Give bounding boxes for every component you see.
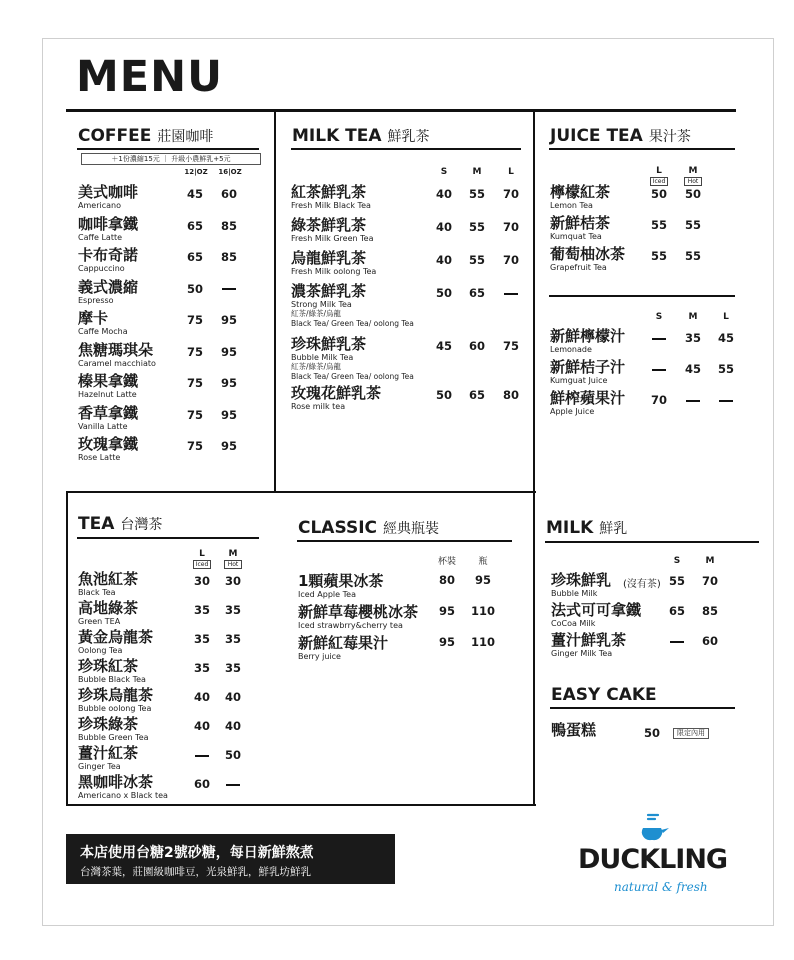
price-s: 45 (435, 339, 452, 353)
price-m: 35 (224, 603, 241, 617)
price-m: 35 (224, 661, 241, 675)
duck-logo-icon (637, 812, 673, 846)
menu-item (550, 328, 625, 354)
menu-item (78, 342, 156, 368)
dash-mark (670, 641, 684, 643)
menu-item (551, 632, 626, 658)
menu-item-cake: 鴨蛋糕 (551, 721, 597, 739)
price-p1: 65 (186, 218, 203, 233)
item-name-en: Fresh Milk Green Tea (291, 234, 374, 243)
price-l: 70 (502, 220, 519, 234)
menu-item (291, 336, 414, 382)
price-s: 65 (668, 604, 685, 618)
item-variants-en: Black Tea/ Green Tea/ oolong Tea (291, 372, 414, 381)
price-l: 80 (502, 388, 519, 402)
divider (274, 110, 276, 493)
price-m: 40 (224, 719, 241, 733)
price-p2: 95 (220, 313, 237, 327)
item-name-en: Bubble Milk Tea (291, 353, 354, 362)
col-s: S (440, 167, 448, 177)
cake-heading: EASY CAKE (551, 685, 657, 705)
item-name-en: Vanilla Latte (78, 421, 128, 431)
item-name: 1顆蘋果冰茶 (298, 572, 384, 590)
menu-item (78, 571, 138, 597)
price-m: 35 (684, 331, 701, 345)
item-name: 卡布奇諾 (78, 246, 139, 264)
item-name-en: Ginger Tea (78, 762, 121, 771)
item-name: 烏龍鮮乳茶 (291, 249, 367, 267)
price-p1: 75 (186, 313, 203, 327)
item-name: 珍珠綠茶 (78, 715, 139, 733)
menu-item (291, 217, 373, 243)
item-name: 法式可可拿鐵 (551, 601, 642, 619)
milk-heading: MILK 鮮乳 (546, 518, 628, 538)
brand-logo: DUCKLING (578, 844, 728, 875)
item-name-en: Oolong Tea (78, 646, 123, 655)
item-name-en: Black Tea (78, 588, 116, 597)
dine-in-only-tag: 限定內用 (673, 728, 709, 739)
dash-mark (195, 755, 209, 757)
price-m: 50 (224, 748, 241, 762)
item-name-en: Espresso (78, 295, 114, 305)
item-name: 濃茶鮮乳茶 (291, 282, 367, 300)
price-p2: 85 (220, 218, 237, 233)
price-l: 45 (717, 331, 734, 345)
menu-item (78, 687, 153, 713)
dash-mark (504, 293, 518, 295)
coffee-notice: ＋1份濃縮15元 ｜ 升級小農鮮乳+5元 (81, 153, 261, 165)
item-name: 薑汁鮮乳茶 (551, 631, 627, 649)
item-name: 檸檬紅茶 (550, 183, 611, 201)
col-l-iced: L Iced (641, 166, 677, 186)
price-l: 40 (193, 690, 210, 704)
item-name-en: Lemon Tea (550, 201, 593, 210)
classic-rule (297, 540, 512, 542)
item-variants-zh: 紅茶/綠茶/烏龍 (291, 362, 342, 371)
price-l: 55 (650, 218, 667, 232)
col-m: M (472, 167, 482, 177)
item-name: 黃金烏龍茶 (78, 628, 154, 646)
price-s: 40 (435, 220, 452, 234)
item-name: 新鮮草莓櫻桃冰茶 (298, 603, 419, 621)
price-unavailable-p2 (211, 282, 247, 296)
cake-rule (550, 707, 735, 709)
price-m: 55 (468, 220, 485, 234)
price-unavailable-m (675, 393, 711, 407)
menu-item (550, 246, 625, 272)
col-m: M (705, 556, 715, 566)
col-s: S (673, 556, 681, 566)
item-name-en: Ginger Milk Tea (551, 649, 613, 658)
price-l: 70 (502, 253, 519, 267)
dash-mark (652, 338, 666, 340)
price-cup: 95 (438, 635, 455, 649)
item-name-en: Strong Milk Tea (291, 300, 352, 309)
price-p1: 75 (186, 407, 203, 422)
menu-title: MENU (76, 52, 224, 102)
price-s: 40 (435, 187, 452, 201)
price-unavailable-s (659, 634, 695, 648)
price-p2: 95 (220, 344, 237, 359)
menu-item (550, 359, 625, 385)
price-p2: 95 (220, 439, 237, 453)
dash-mark (226, 784, 240, 786)
menu-item (291, 184, 371, 210)
price-p2: 95 (220, 376, 237, 390)
oz-large: 16|OZ (218, 168, 242, 176)
col-l-iced: L Iced (184, 549, 220, 569)
price-unavailable-s (641, 331, 677, 345)
col-s: S (655, 312, 663, 322)
price-m: 40 (224, 690, 241, 704)
item-name: 珍珠鮮乳 (551, 571, 612, 589)
price-cup: 80 (438, 573, 455, 587)
menu-item (298, 573, 383, 599)
divider (533, 110, 535, 806)
col-l: L (508, 167, 514, 177)
item-name-en: Cappuccino (78, 264, 125, 273)
price-l: 55 (717, 362, 734, 376)
price-m: 55 (684, 218, 701, 232)
item-name: 焦糖瑪琪朵 (78, 340, 154, 359)
item-name: 新鮮紅莓果汁 (298, 634, 389, 652)
item-name: 薑汁紅茶 (78, 744, 139, 762)
item-name-en: Bubble Black Tea (78, 675, 146, 684)
divider (66, 804, 536, 806)
menu-item (78, 600, 138, 626)
price-m: 30 (224, 574, 241, 588)
item-name: 美式咖啡 (78, 183, 139, 201)
price-l: 60 (193, 777, 210, 791)
price-m: 85 (701, 604, 718, 618)
menu-item (78, 436, 138, 462)
price-cup: 95 (438, 604, 455, 618)
item-name-en: Bubble oolong Tea (78, 704, 152, 713)
dash-mark (719, 400, 733, 402)
item-name-en: Rose milk tea (291, 402, 346, 411)
item-name-en: Fresh Milk Black Tea (291, 201, 371, 210)
item-name: 玫瑰花鮮乳茶 (291, 384, 382, 402)
item-name: 香草拿鐵 (78, 403, 139, 422)
item-name: 鮮榨蘋果汁 (550, 389, 626, 407)
price-l: 50 (650, 187, 667, 201)
price-p1: 50 (186, 281, 203, 296)
milk-tea-rule (291, 148, 521, 150)
menu-item (78, 279, 138, 305)
price-m: 60 (468, 339, 485, 353)
item-name: 榛果拿鐵 (78, 372, 139, 390)
item-name: 玫瑰拿鐵 (78, 435, 139, 453)
menu-item (550, 215, 610, 241)
price-s: 40 (435, 253, 452, 267)
price-m: 35 (224, 632, 241, 646)
item-name-en: Fresh Milk oolong Tea (291, 267, 377, 276)
col-m: M (688, 312, 698, 322)
tea-rule (77, 537, 259, 539)
price-l: 35 (193, 603, 210, 617)
item-note: (沒有茶) (623, 579, 661, 590)
banner-line-1: 本店使用台糖2號砂糖，每日新鮮熬煮 (80, 845, 314, 861)
item-name: 新鮮檸檬汁 (550, 327, 626, 345)
menu-item (78, 629, 153, 655)
price-l: 35 (193, 632, 210, 646)
notice-banner (66, 834, 395, 884)
menu-item (551, 571, 661, 598)
price-l: 55 (650, 249, 667, 263)
price-p1: 45 (186, 187, 203, 201)
classic-heading: CLASSIC 經典瓶裝 (298, 518, 439, 538)
menu-item (78, 716, 149, 742)
menu-item (550, 390, 625, 416)
menu-item (78, 247, 138, 273)
menu-item (78, 184, 138, 210)
coffee-heading: COFFEE 莊園咖啡 (78, 126, 214, 146)
price-l: 35 (193, 661, 210, 675)
menu-item (298, 604, 418, 630)
item-name: 紅茶鮮乳茶 (291, 183, 367, 201)
price-unavailable-l (493, 286, 529, 300)
item-name: 魚池紅茶 (78, 570, 139, 588)
menu-item (78, 774, 168, 800)
item-variants-en: Black Tea/ Green Tea/ oolong Tea (291, 319, 414, 328)
price-p2: 60 (220, 187, 237, 201)
price-p1: 65 (186, 250, 203, 264)
divider (66, 491, 536, 493)
price-unavailable-l (708, 393, 744, 407)
price-unavailable-s (641, 362, 677, 376)
price-bottle: 95 (474, 573, 491, 587)
price-p1: 75 (186, 344, 203, 359)
price-p2: 85 (220, 250, 237, 264)
price-m: 55 (468, 253, 485, 267)
price-l: 75 (502, 339, 519, 353)
dash-mark (652, 369, 666, 371)
item-name-en: Green TEA (78, 617, 121, 626)
item-variants-zh: 紅茶/綠茶/烏龍 (291, 309, 342, 318)
juice-tea-heading: JUICE TEA 果汁茶 (550, 126, 691, 146)
dash-mark (686, 400, 700, 402)
item-name: 摩卡 (78, 309, 109, 327)
divider (549, 295, 735, 297)
col-cup: 杯裝 (437, 557, 456, 567)
price-unavailable-m (215, 777, 251, 791)
price-m: 65 (468, 286, 485, 300)
price-s: 70 (650, 393, 667, 407)
menu-item (291, 250, 376, 276)
price-p2: 95 (220, 407, 237, 422)
item-name-en: Iced Apple Tea (298, 590, 356, 599)
menu-item (550, 184, 610, 210)
col-m-hot: M Hot (675, 166, 711, 186)
juice-tea-rule (549, 148, 735, 150)
price-s: 55 (668, 574, 685, 588)
brand-tagline: natural & fresh (614, 880, 708, 894)
price-l: 30 (193, 574, 210, 588)
menu-item (291, 283, 414, 329)
col-m-hot: M Hot (215, 549, 251, 569)
item-name-en: Americano (78, 201, 121, 210)
item-name-en: Caffe Latte (78, 232, 123, 242)
price-m: 65 (468, 388, 485, 402)
item-name-en: Caramel macchiato (78, 358, 156, 368)
menu-item (78, 405, 138, 431)
divider (66, 109, 736, 112)
price-l: 40 (193, 719, 210, 733)
price-l: 70 (502, 187, 519, 201)
price-p1: 75 (186, 439, 203, 453)
price-p1: 75 (186, 376, 203, 390)
item-name-en: Bubble Milk (551, 589, 598, 598)
menu-item (78, 658, 146, 684)
item-name-en: Apple Juice (550, 407, 595, 416)
item-name-en: Kumguat Juice (550, 376, 608, 385)
item-name: 綠茶鮮乳茶 (291, 216, 367, 234)
price-m: 60 (701, 634, 718, 648)
item-name: 新鮮桔茶 (550, 214, 611, 232)
item-name-en: Iced strawbrry&cherry tea (298, 621, 403, 630)
price-bottle: 110 (470, 635, 495, 649)
milk-rule (545, 541, 759, 543)
item-name-en: Lemonade (550, 345, 592, 354)
item-name: 珍珠鮮乳茶 (291, 335, 367, 353)
col-bottle: 瓶 (478, 557, 488, 567)
item-name-en: Hazelnut Latte (78, 390, 137, 399)
item-name-en: Bubble Green Tea (78, 733, 149, 742)
price-s: 50 (435, 388, 452, 402)
price-m: 70 (701, 574, 718, 588)
item-name: 珍珠烏龍茶 (78, 686, 154, 704)
price-cake: 50 (643, 726, 660, 740)
banner-line-2: 台灣茶葉，莊園級咖啡豆，光泉鮮乳，鮮乳坊鮮乳 (80, 866, 311, 878)
menu-item (78, 216, 138, 242)
item-name-en: CoCoa Milk (551, 619, 596, 628)
price-m: 55 (468, 187, 485, 201)
menu-item (78, 373, 138, 399)
milk-tea-heading: MILK TEA 鮮乳茶 (292, 126, 430, 146)
menu-item (298, 635, 388, 661)
item-name-en: Caffe Mocha (78, 327, 128, 336)
price-s: 50 (435, 286, 452, 300)
tea-heading: TEA 台灣茶 (78, 514, 163, 534)
col-l: L (723, 312, 729, 322)
price-m: 55 (684, 249, 701, 263)
item-name-en: Kumquat Tea (550, 232, 602, 241)
item-name-en: Americano x Black tea (78, 791, 168, 800)
item-name: 黑咖啡冰茶 (78, 773, 154, 791)
item-name-en: Berry juice (298, 652, 341, 661)
menu-item (78, 310, 128, 336)
divider (66, 491, 68, 806)
item-name: 義式濃縮 (78, 277, 139, 296)
item-name: 咖啡拿鐵 (78, 214, 139, 233)
price-bottle: 110 (470, 604, 495, 618)
item-name-en: Grapefruit Tea (550, 263, 607, 272)
price-m: 50 (684, 187, 701, 201)
menu-item (551, 602, 641, 628)
price-m: 45 (684, 362, 701, 376)
item-name: 珍珠紅茶 (78, 657, 139, 675)
dash-mark (222, 288, 236, 290)
item-name-en: Rose Latte (78, 453, 121, 462)
coffee-rule (77, 148, 259, 150)
item-name: 新鮮桔子汁 (550, 358, 626, 376)
menu-item (78, 745, 138, 771)
item-name: 高地綠茶 (78, 599, 139, 617)
oz-small: 12|OZ (184, 168, 208, 176)
menu-item (291, 385, 381, 411)
item-name: 葡萄柚冰茶 (550, 245, 626, 263)
